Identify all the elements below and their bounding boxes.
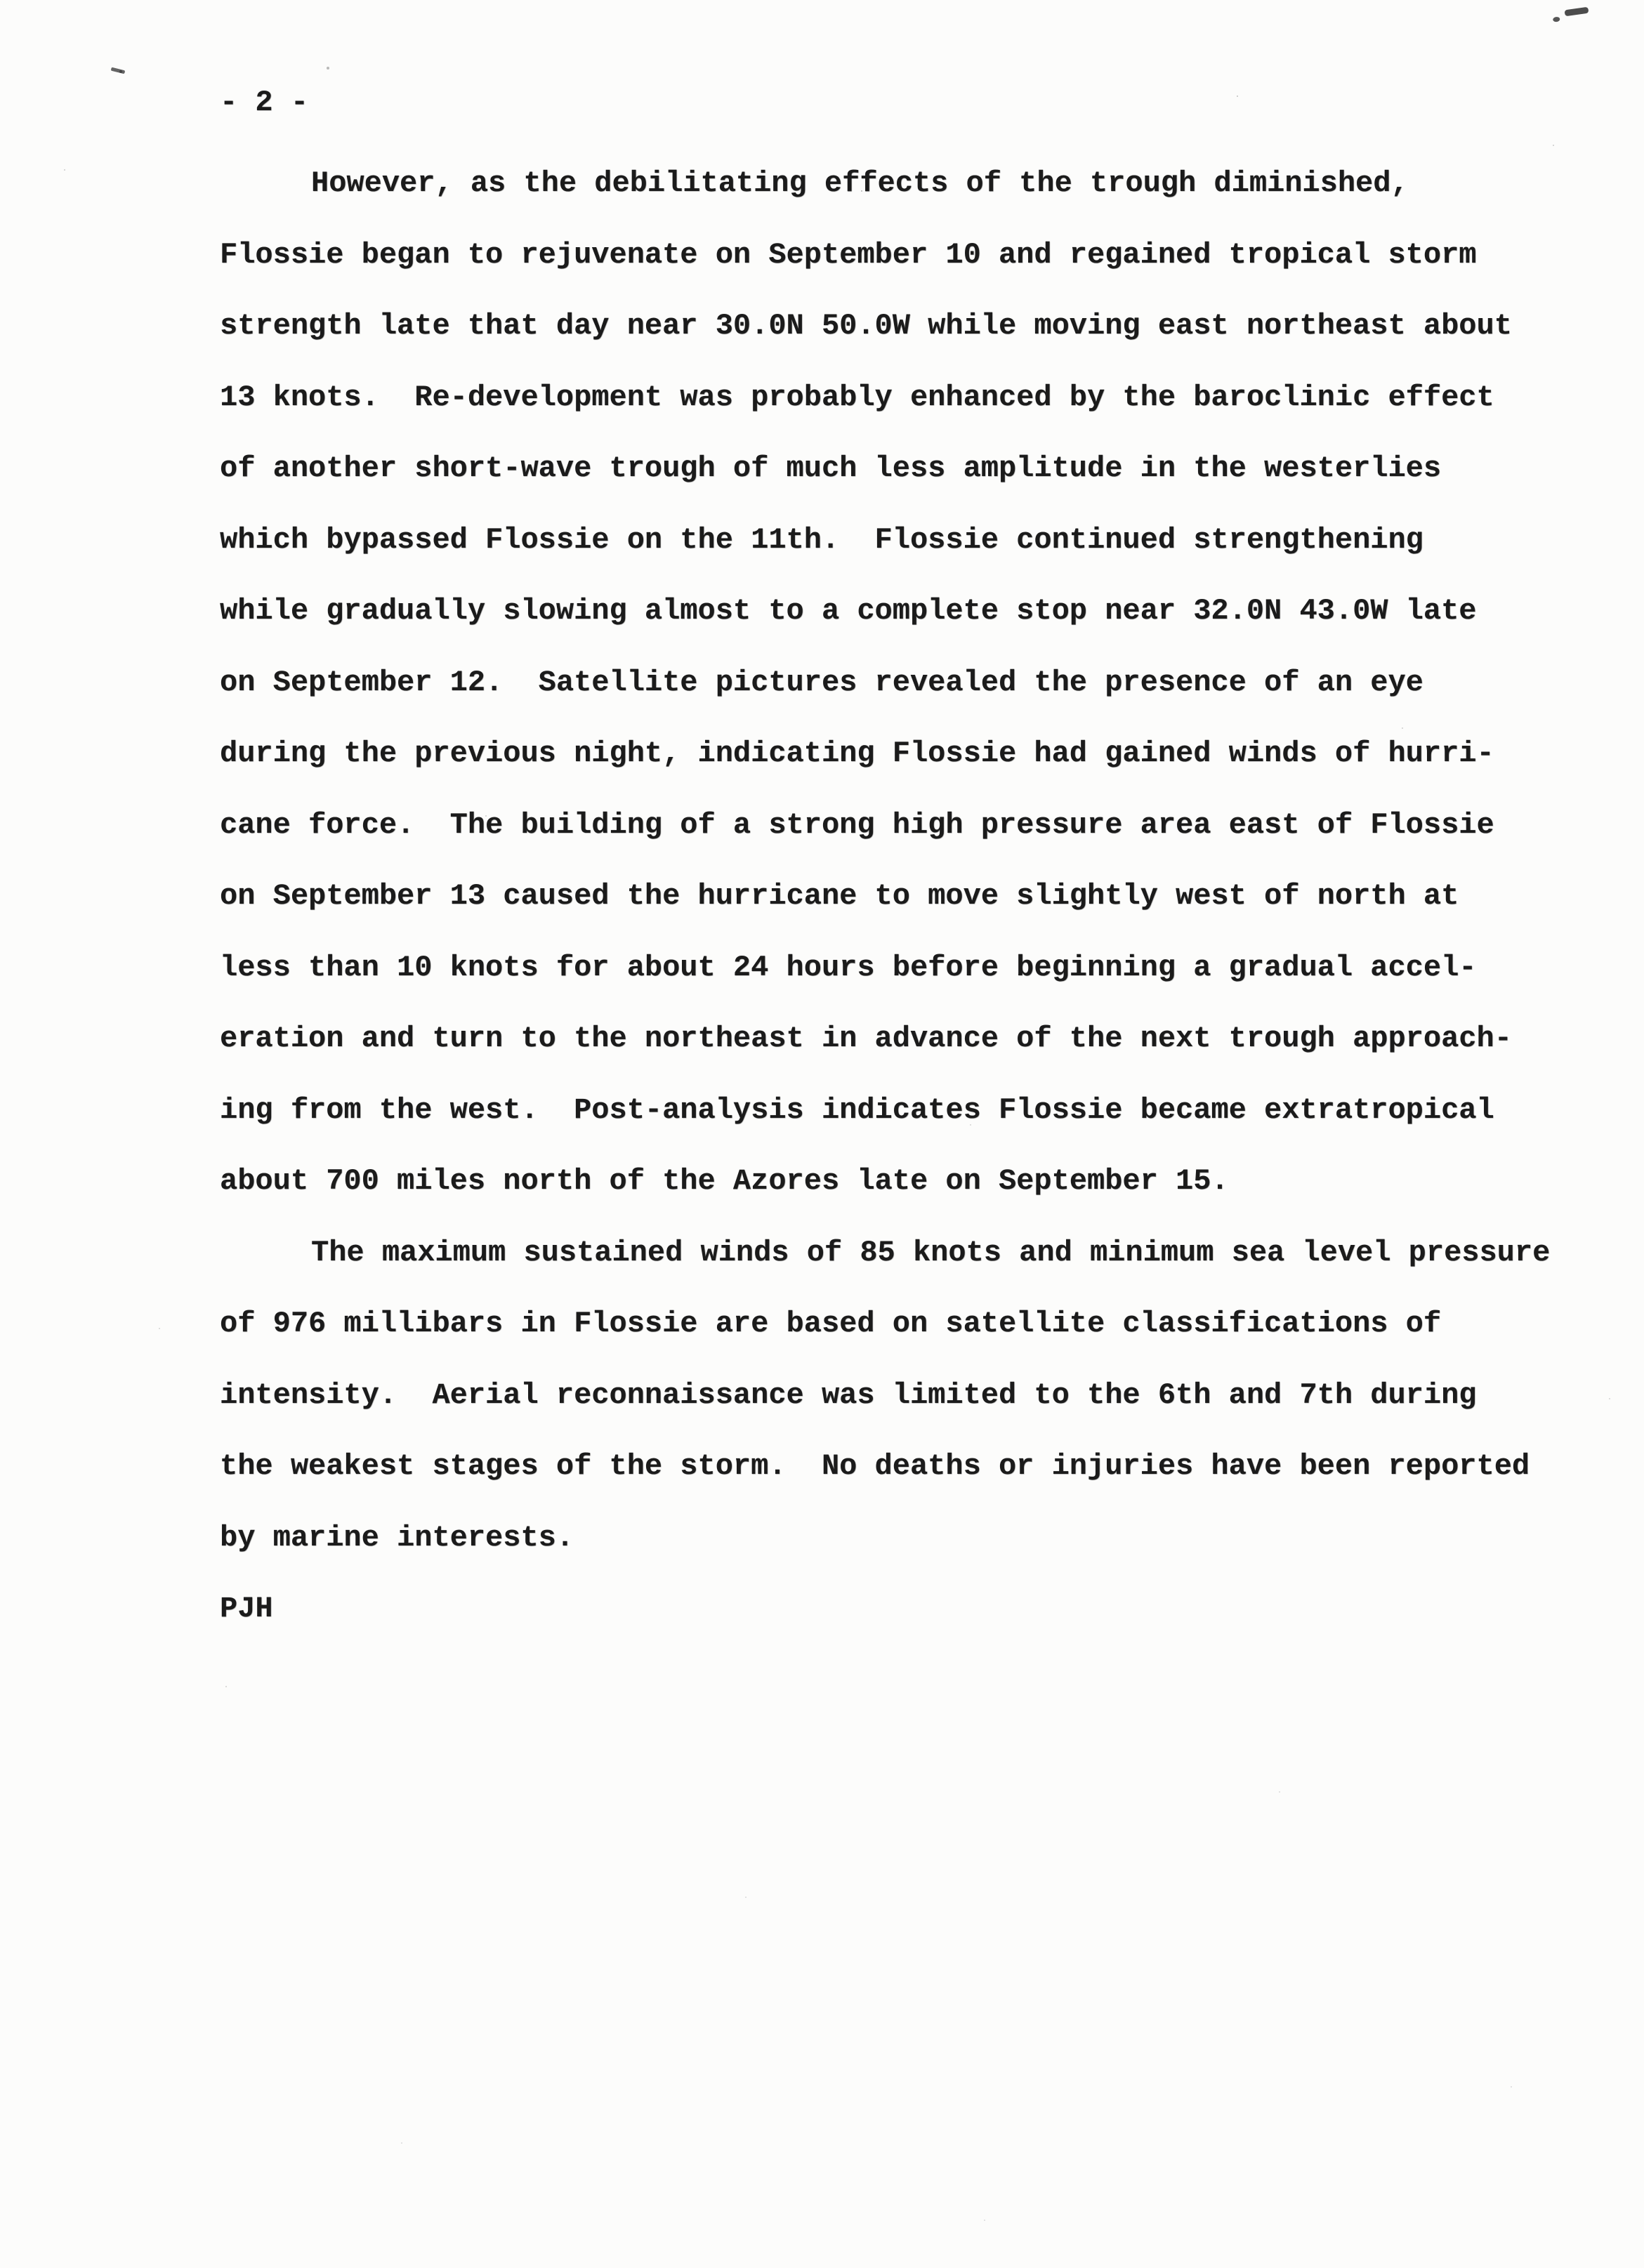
text-line: of 976 millibars in Flossie are based on satellite classifications of [220, 1307, 1442, 1340]
text-line: by marine interests. [220, 1520, 574, 1555]
text-line: Flossie began to rejuvenate on September 10 and regained tropical storm [220, 237, 1477, 272]
text-line: eration and turn to the northeast in advance of the next trough approach- [220, 1022, 1512, 1055]
text-line: which bypassed Flossie on the 11th. Flossie continued strengthening [220, 522, 1423, 557]
text-line: on September 12. Satellite pictures revealed the presence of an eye [220, 665, 1423, 699]
text-line: ing from the west. Post-analysis indicates Flossie became extratropical [220, 1093, 1494, 1127]
text-line: intensity. Aerial reconnaissance was limited to the 6th and 7th during [220, 1378, 1477, 1412]
text-line: The maximum sustained winds of 85 knots and minimum sea level pressure [311, 1235, 1551, 1270]
text-line: cane force. The building of a strong high pressure area east of Flossie [220, 807, 1494, 842]
document-body [220, 148, 1550, 1645]
page-number: - 2 - [220, 86, 309, 119]
scan-artifact [1565, 7, 1589, 17]
scan-noise [119, 70, 122, 73]
text-line: of another short-wave trough of much less amplitude in the westerlies [220, 451, 1442, 485]
text-line: strength late that day near 30.0N 50.0W while moving east northeast about [220, 309, 1512, 343]
text-line: less than 10 knots for about 24 hours before beginning a gradual accel- [220, 950, 1477, 984]
text-line: the weakest stages of the storm. No deaths or injuries have been reported [220, 1449, 1530, 1483]
text-line: during the previous night, indicating Flossie had gained winds of hurri- [220, 737, 1494, 770]
text-line: about 700 miles north of the Azores late on September 15. [220, 1164, 1229, 1198]
text-line: However, as the debilitating effects of the trough diminished, [311, 166, 1409, 200]
text-line: while gradually slowing almost to a complete stop near 32.0N 43.0W late [220, 594, 1477, 628]
text-line: on September 13 caused the hurricane to move slightly west of north at [220, 879, 1459, 913]
author-initials: PJH [220, 1592, 273, 1626]
text-line: 13 knots. Re-development was probably enhanced by the baroclinic effect [220, 380, 1494, 414]
scan-mark [111, 67, 126, 74]
